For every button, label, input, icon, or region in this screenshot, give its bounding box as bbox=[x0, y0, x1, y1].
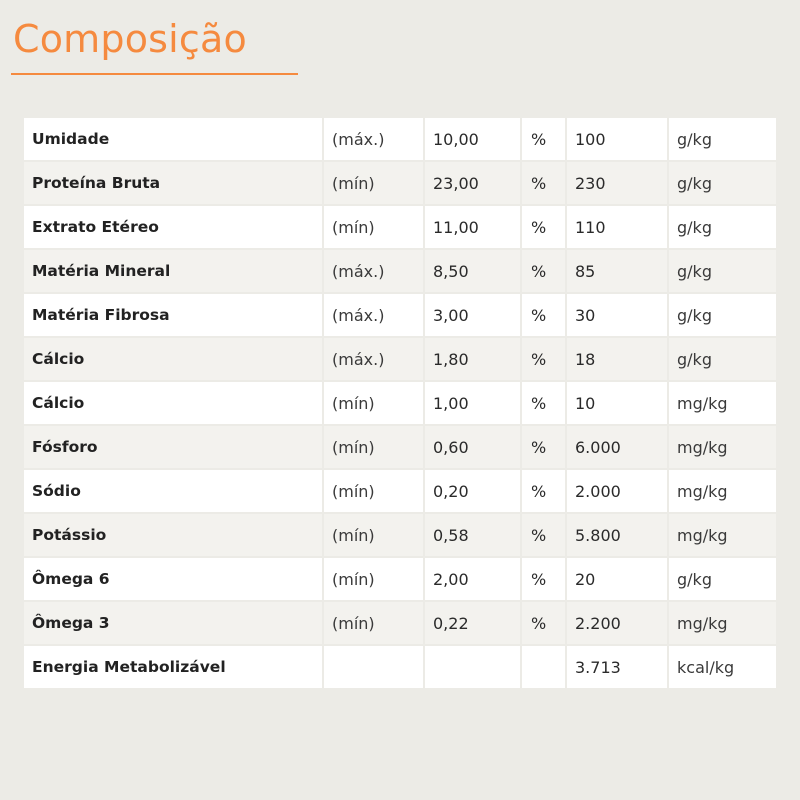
nutrient-condition: (mín) bbox=[323, 425, 424, 469]
nutrient-percent: 1,00 bbox=[424, 381, 521, 425]
nutrient-unit: g/kg bbox=[668, 118, 776, 161]
nutrient-value: 6.000 bbox=[566, 425, 668, 469]
table-row bbox=[24, 293, 776, 337]
nutrient-condition: (mín) bbox=[323, 161, 424, 205]
nutrient-percent: 0,22 bbox=[424, 601, 521, 645]
nutrient-unit: g/kg bbox=[668, 249, 776, 293]
table-row bbox=[24, 513, 776, 557]
nutrient-unit: mg/kg bbox=[668, 381, 776, 425]
nutrient-value: 20 bbox=[566, 557, 668, 601]
nutrient-value: 30 bbox=[566, 293, 668, 337]
percent-sign: % bbox=[521, 293, 566, 337]
page-title: Composição bbox=[13, 17, 247, 61]
nutrient-percent: 0,58 bbox=[424, 513, 521, 557]
table-row bbox=[24, 161, 776, 205]
nutrient-condition: (mín) bbox=[323, 205, 424, 249]
percent-sign: % bbox=[521, 601, 566, 645]
nutrient-name: Sódio bbox=[24, 469, 323, 513]
title-underline bbox=[11, 73, 298, 75]
table-row bbox=[24, 337, 776, 381]
nutrient-percent: 1,80 bbox=[424, 337, 521, 381]
nutrient-unit: mg/kg bbox=[668, 601, 776, 645]
percent-sign: % bbox=[521, 557, 566, 601]
nutrient-unit: g/kg bbox=[668, 161, 776, 205]
nutrient-unit: g/kg bbox=[668, 557, 776, 601]
nutrient-percent bbox=[424, 645, 521, 688]
nutrient-unit: mg/kg bbox=[668, 469, 776, 513]
nutrient-condition: (mín) bbox=[323, 601, 424, 645]
percent-sign: % bbox=[521, 337, 566, 381]
nutrient-name: Fósforo bbox=[24, 425, 323, 469]
nutrient-value: 18 bbox=[566, 337, 668, 381]
percent-sign: % bbox=[521, 513, 566, 557]
nutrient-condition: (mín) bbox=[323, 557, 424, 601]
nutrient-unit: g/kg bbox=[668, 337, 776, 381]
percent-sign bbox=[521, 645, 566, 688]
nutrient-value: 110 bbox=[566, 205, 668, 249]
nutrient-name: Extrato Etéreo bbox=[24, 205, 323, 249]
nutrient-percent: 10,00 bbox=[424, 118, 521, 161]
nutrient-percent: 11,00 bbox=[424, 205, 521, 249]
nutrient-name: Energia Metabolizável bbox=[24, 645, 323, 688]
composition-table bbox=[24, 118, 776, 688]
nutrient-percent: 3,00 bbox=[424, 293, 521, 337]
percent-sign: % bbox=[521, 425, 566, 469]
nutrient-name: Ômega 3 bbox=[24, 601, 323, 645]
nutrient-condition: (máx.) bbox=[323, 249, 424, 293]
table-row bbox=[24, 118, 776, 161]
nutrient-unit: kcal/kg bbox=[668, 645, 776, 688]
nutrient-percent: 0,20 bbox=[424, 469, 521, 513]
nutrient-value: 10 bbox=[566, 381, 668, 425]
table-row bbox=[24, 249, 776, 293]
nutrient-percent: 23,00 bbox=[424, 161, 521, 205]
nutrient-name: Matéria Mineral bbox=[24, 249, 323, 293]
nutrient-name: Proteína Bruta bbox=[24, 161, 323, 205]
nutrient-name: Umidade bbox=[24, 118, 323, 161]
table-row bbox=[24, 645, 776, 688]
table-row bbox=[24, 205, 776, 249]
nutrient-percent: 8,50 bbox=[424, 249, 521, 293]
nutrient-unit: g/kg bbox=[668, 293, 776, 337]
nutrient-condition: (mín) bbox=[323, 381, 424, 425]
nutrient-condition: (máx.) bbox=[323, 337, 424, 381]
nutrient-name: Cálcio bbox=[24, 337, 323, 381]
table-row bbox=[24, 425, 776, 469]
percent-sign: % bbox=[521, 381, 566, 425]
nutrient-percent: 0,60 bbox=[424, 425, 521, 469]
nutrient-name: Potássio bbox=[24, 513, 323, 557]
nutrient-condition: (máx.) bbox=[323, 293, 424, 337]
percent-sign: % bbox=[521, 469, 566, 513]
nutrient-value: 100 bbox=[566, 118, 668, 161]
nutrient-unit: mg/kg bbox=[668, 425, 776, 469]
nutrient-name: Cálcio bbox=[24, 381, 323, 425]
percent-sign: % bbox=[521, 161, 566, 205]
table-row bbox=[24, 557, 776, 601]
table-row bbox=[24, 381, 776, 425]
nutrient-value: 230 bbox=[566, 161, 668, 205]
table-row bbox=[24, 601, 776, 645]
nutrient-condition: (mín) bbox=[323, 469, 424, 513]
nutrient-unit: mg/kg bbox=[668, 513, 776, 557]
nutrient-name: Ômega 6 bbox=[24, 557, 323, 601]
nutrient-condition bbox=[323, 645, 424, 688]
nutrient-value: 2.000 bbox=[566, 469, 668, 513]
percent-sign: % bbox=[521, 205, 566, 249]
nutrient-value: 85 bbox=[566, 249, 668, 293]
nutrient-percent: 2,00 bbox=[424, 557, 521, 601]
nutrient-condition: (máx.) bbox=[323, 118, 424, 161]
percent-sign: % bbox=[521, 249, 566, 293]
nutrient-value: 5.800 bbox=[566, 513, 668, 557]
nutrient-value: 3.713 bbox=[566, 645, 668, 688]
percent-sign: % bbox=[521, 118, 566, 161]
nutrient-value: 2.200 bbox=[566, 601, 668, 645]
composition-table-body bbox=[24, 118, 776, 688]
nutrient-unit: g/kg bbox=[668, 205, 776, 249]
nutrient-condition: (mín) bbox=[323, 513, 424, 557]
nutrient-name: Matéria Fibrosa bbox=[24, 293, 323, 337]
table-row bbox=[24, 469, 776, 513]
